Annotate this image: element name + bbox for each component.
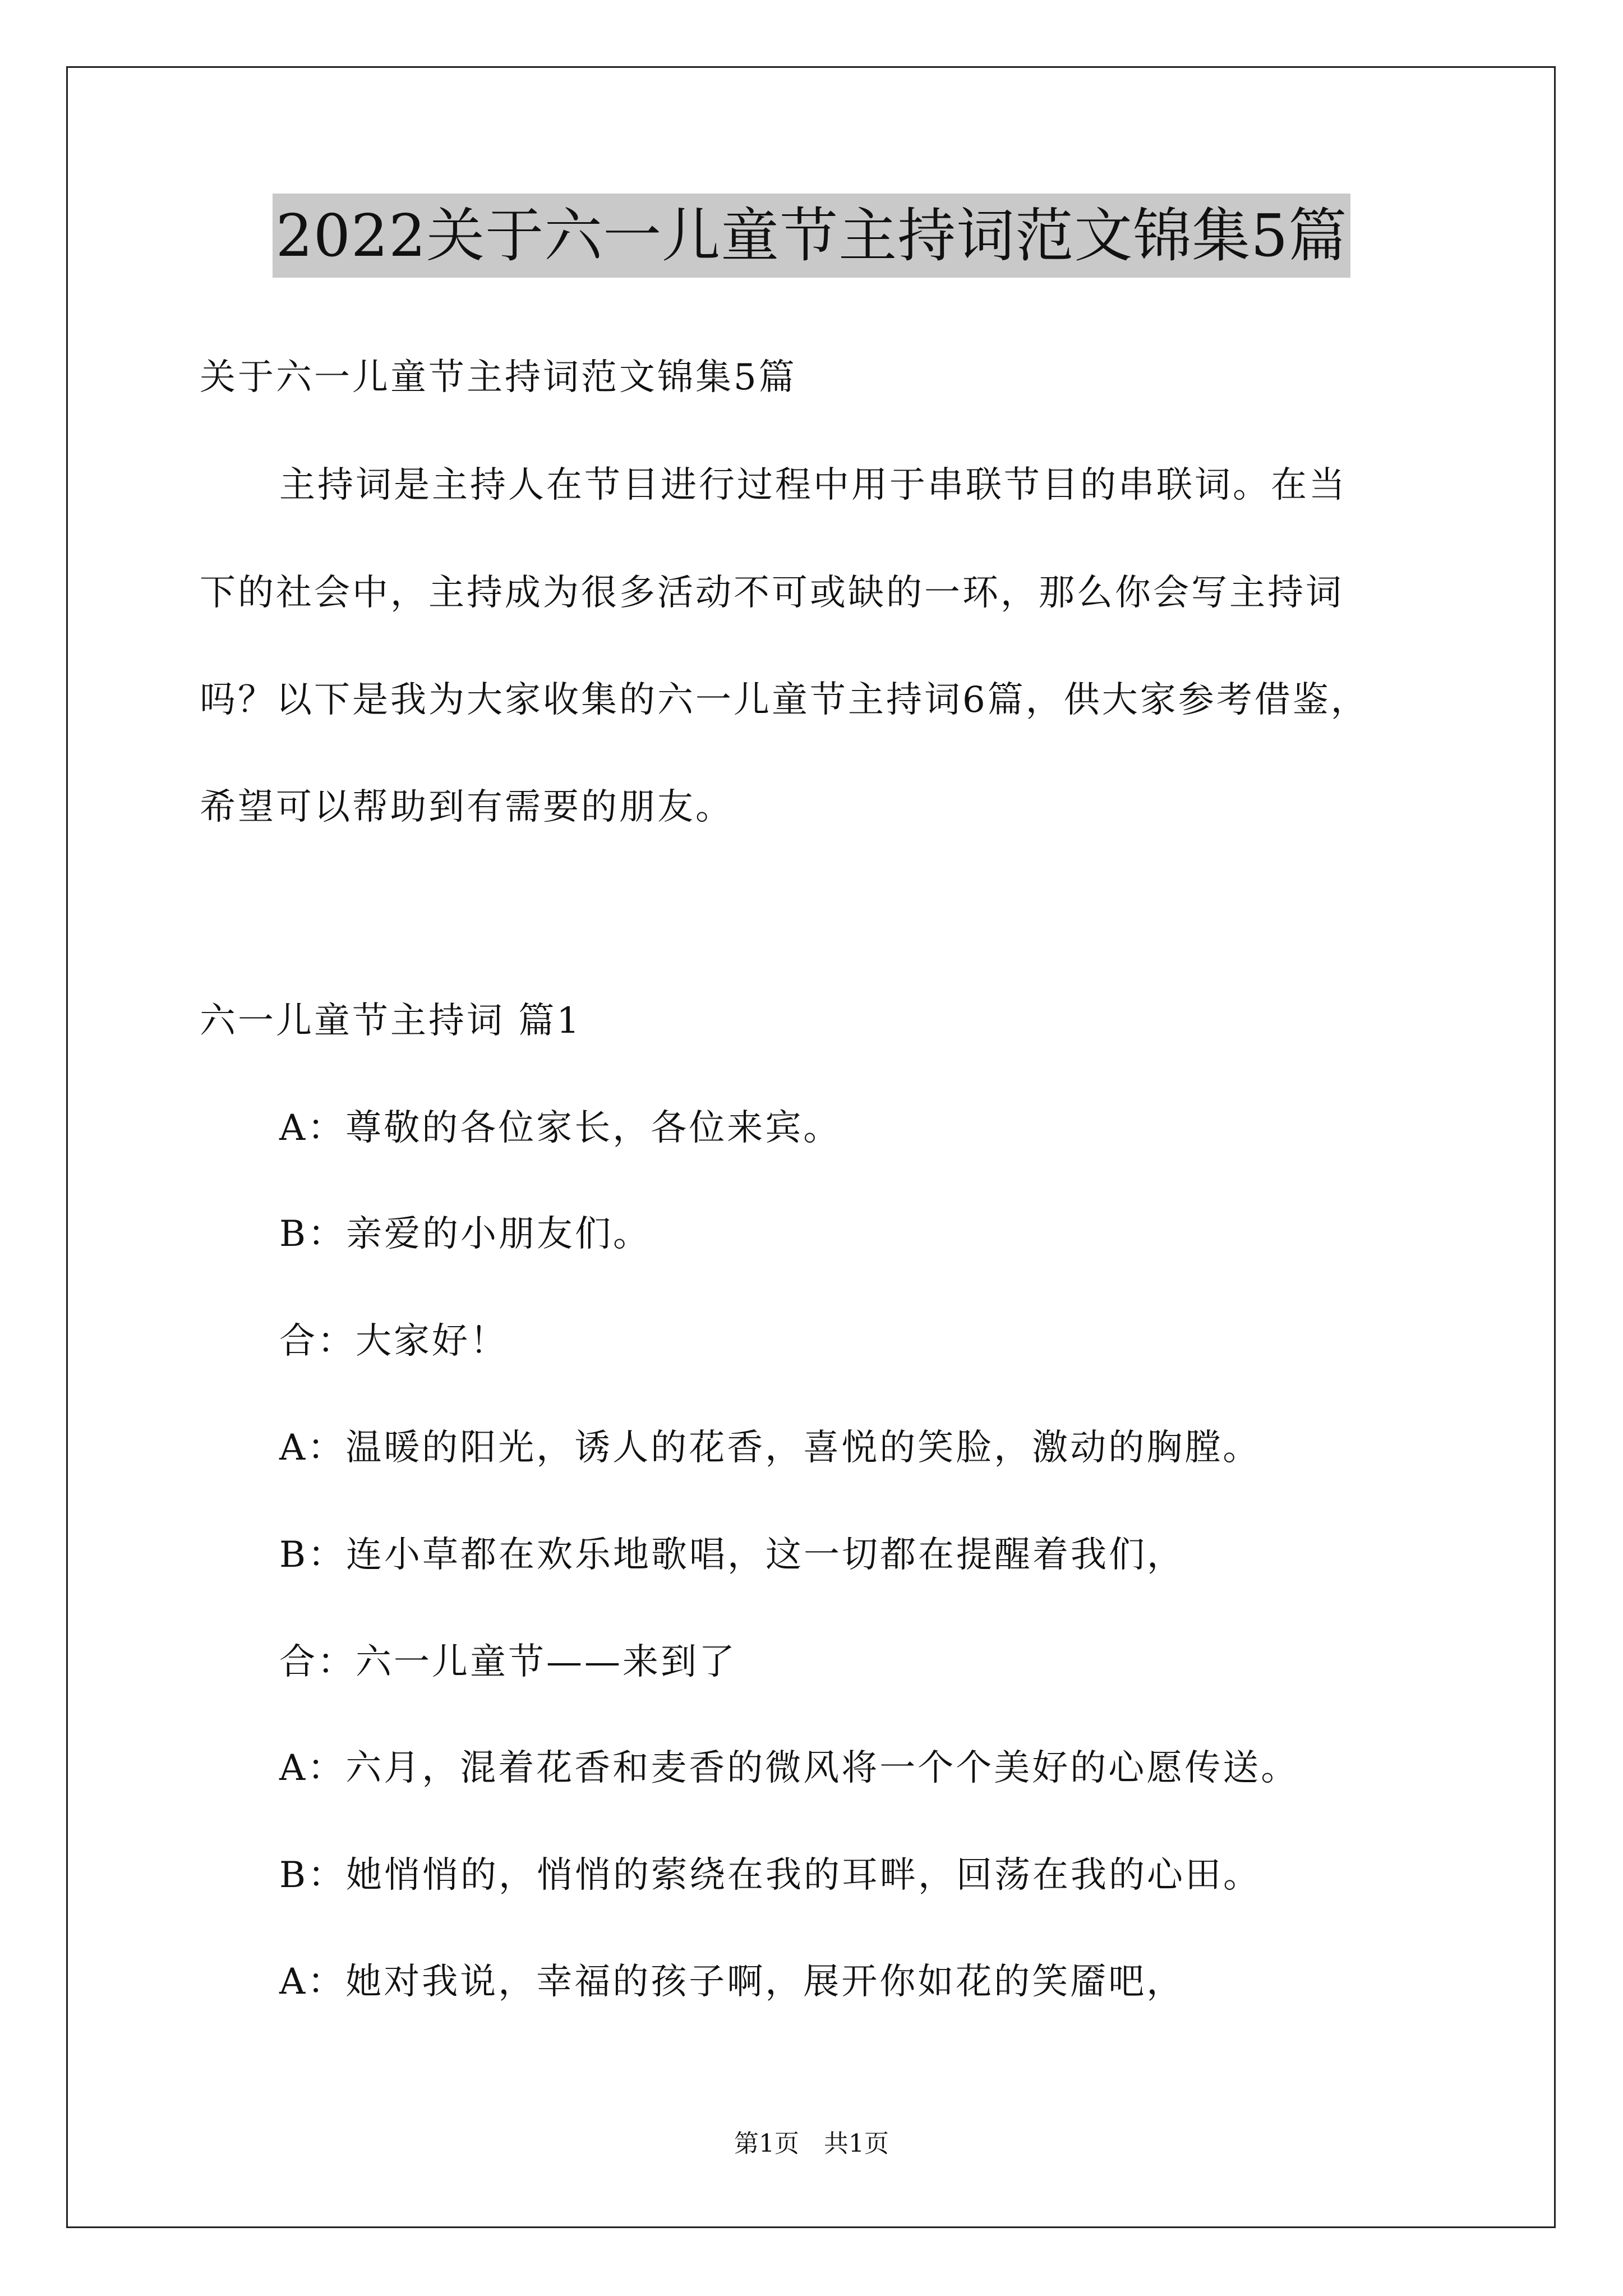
dialogue-line-2: B：亲爱的小朋友们。 xyxy=(279,1213,652,1255)
dialogue-line-4: A：温暖的阳光，诱人的花香，喜悦的笑脸，激动的胸膛。 xyxy=(279,1427,1261,1469)
dialogue-line-5: B：连小草都在欢乐地歌唱，这一切都在提醒着我们， xyxy=(279,1534,1186,1576)
intro-line-1: 主持词是主持人在节目进行过程中用于串联节目的串联词。在当 xyxy=(279,464,1347,506)
dialogue-line-6: 合：六一儿童节——来到了 xyxy=(279,1641,737,1683)
section-heading: 六一儿童节主持词 篇1 xyxy=(200,1000,582,1042)
dialogue-line-7: A：六月，混着花香和麦香的微风将一个个美好的心愿传送。 xyxy=(279,1747,1299,1789)
dialogue-line-8: B：她悄悄的，悄悄的萦绕在我的耳畔，回荡在我的心田。 xyxy=(279,1855,1262,1896)
document-title: 2022关于六一儿童节主持词范文锦集5篇 xyxy=(273,194,1351,278)
dialogue-line-9: A：她对我说，幸福的孩子啊，展开你如花的笑靥吧， xyxy=(279,1961,1185,2003)
intro-line-2: 下的社会中，主持成为很多活动不可或缺的一环，那么你会写主持词 xyxy=(200,572,1344,614)
dialogue-line-1: A：尊敬的各位家长，各位来宾。 xyxy=(279,1107,842,1149)
dialogue-line-3: 合：大家好！ xyxy=(279,1320,508,1362)
intro-line-3: 吗？以下是我为大家收集的六一儿童节主持词6篇，供大家参考借鉴， xyxy=(200,679,1369,721)
document-subtitle: 关于六一儿童节主持词范文锦集5篇 xyxy=(200,357,797,398)
title-container xyxy=(0,194,1623,278)
page-footer: 第1页 共1页 xyxy=(734,2129,889,2158)
intro-line-4: 希望可以帮助到有需要的朋友。 xyxy=(200,786,734,828)
